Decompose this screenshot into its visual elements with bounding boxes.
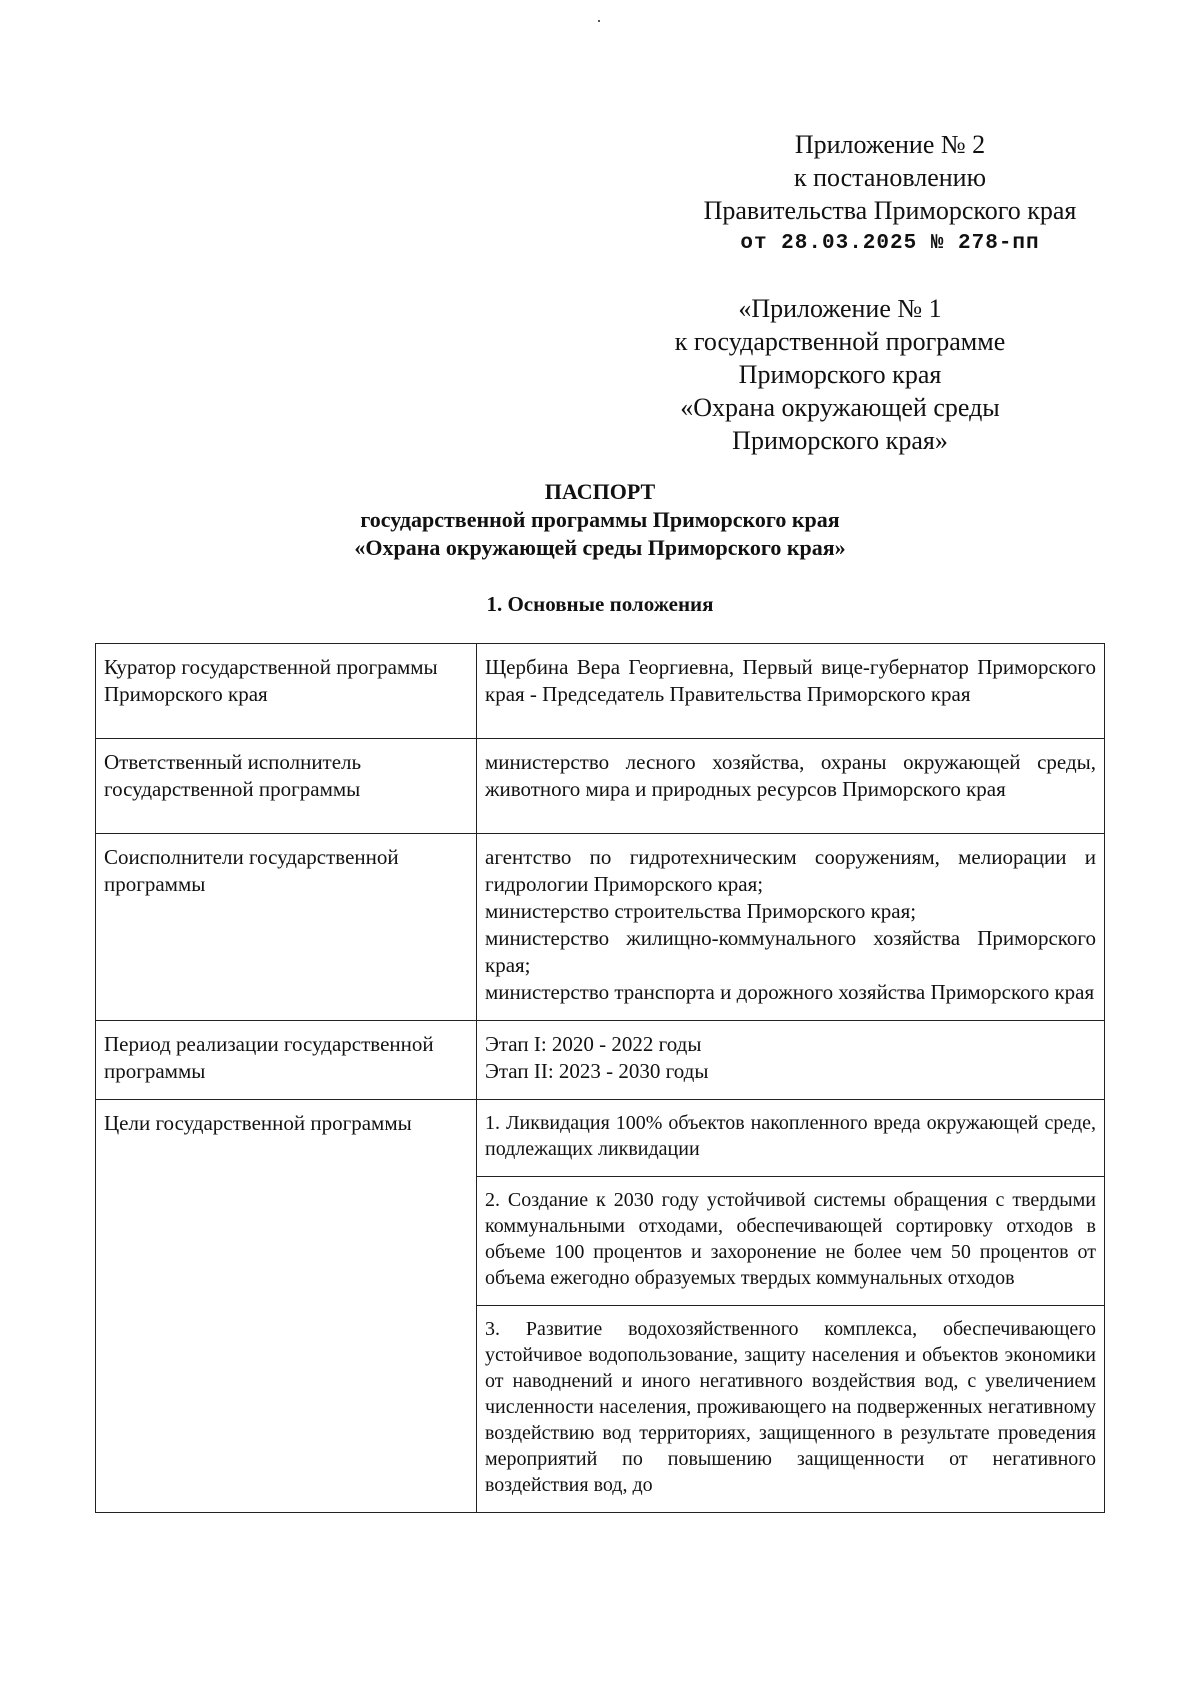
appendix-1-line: к государственной программе [674, 327, 1006, 356]
row-value: Щербина Вера Георгиевна, Первый вице-губернатор Приморского края - Председатель Правительства Приморского края [477, 644, 1105, 739]
stage-line: Этап I: 2020 - 2022 годы [485, 1032, 702, 1056]
appendix-1-line: «Приложение № 1 [738, 294, 942, 323]
row-label: Период реализации государственной программы [96, 1021, 477, 1100]
coexecutor-line: агентство по гидротехническим сооружениям, мелиорации и гидрологии Приморского края; [485, 845, 1096, 896]
appendix-1-line: Приморского края [738, 360, 942, 389]
row-value: министерство лесного хозяйства, охраны окружающей среды, животного мира и природных ресурсов Приморского края [477, 739, 1105, 834]
appendix-2-line: Правительства Приморского края [703, 196, 1077, 225]
table-row [96, 644, 1105, 739]
section-heading: 1. Основные положения [486, 592, 714, 616]
goal-item: 1. Ликвидация 100% объектов накопленного вреда окружающей среде, подлежащих ликвидации [477, 1100, 1105, 1177]
document-title [0, 478, 1200, 562]
appendix-2-header [640, 128, 1140, 260]
appendix-1-line: Приморского края» [732, 426, 948, 455]
appendix-2-line: к постановлению [793, 163, 987, 192]
table-row [96, 739, 1105, 834]
scan-dot [598, 20, 600, 22]
coexecutor-line: министерство жилищно-коммунального хозяйства Приморского края; [485, 926, 1096, 977]
title-program-name: «Охрана окружающей среды Приморского края» [354, 535, 846, 560]
table-row [96, 1021, 1105, 1100]
row-label: Ответственный исполнитель государственной программы [96, 739, 477, 834]
row-label: Цели государственной программы [96, 1100, 477, 1513]
appendix-1-header [600, 292, 1080, 457]
passport-table [95, 643, 1105, 1513]
title-program: государственной программы Приморского края [360, 507, 840, 532]
appendix-2-line: Приложение № 2 [794, 130, 986, 159]
goal-item: 3. Развитие водохозяйственного комплекса, обеспечивающего устойчивое водопользование, защиту населения и объектов экономики от наводнений и иного негативного воздействия вод, с увеличением численности населения, проживающего на подверженных негативному воздействию вод территориях, защищенного в результате проведения мероприятий по повышению защищенности от негативного воздействия вод, до [477, 1306, 1105, 1513]
appendix-1-line: «Охрана окружающей среды [680, 393, 1000, 422]
coexecutor-line: министерство строительства Приморского края; [485, 899, 917, 923]
resolution-date-number: от 28.03.2025 № 278-пп [740, 232, 1040, 255]
stage-line: Этап II: 2023 - 2030 годы [485, 1059, 709, 1083]
goal-item: 2. Создание к 2030 году устойчивой системы обращения с твердыми коммунальными отходами, обеспечивающей сортировку отходов в объеме 100 процентов и захоронение не более чем 50 процентов от объема ежегодно образуемых твердых коммунальных отходов [477, 1177, 1105, 1306]
row-value [477, 1021, 1105, 1100]
row-value [477, 834, 1105, 1021]
row-label: Куратор государственной программы Приморского края [96, 644, 477, 739]
row-label: Соисполнители государственной программы [96, 834, 477, 1021]
title-passport: ПАСПОРТ [544, 479, 656, 504]
table-row [96, 1100, 1105, 1177]
table-row [96, 834, 1105, 1021]
coexecutor-line: министерство транспорта и дорожного хозяйства Приморского края [485, 980, 1095, 1004]
